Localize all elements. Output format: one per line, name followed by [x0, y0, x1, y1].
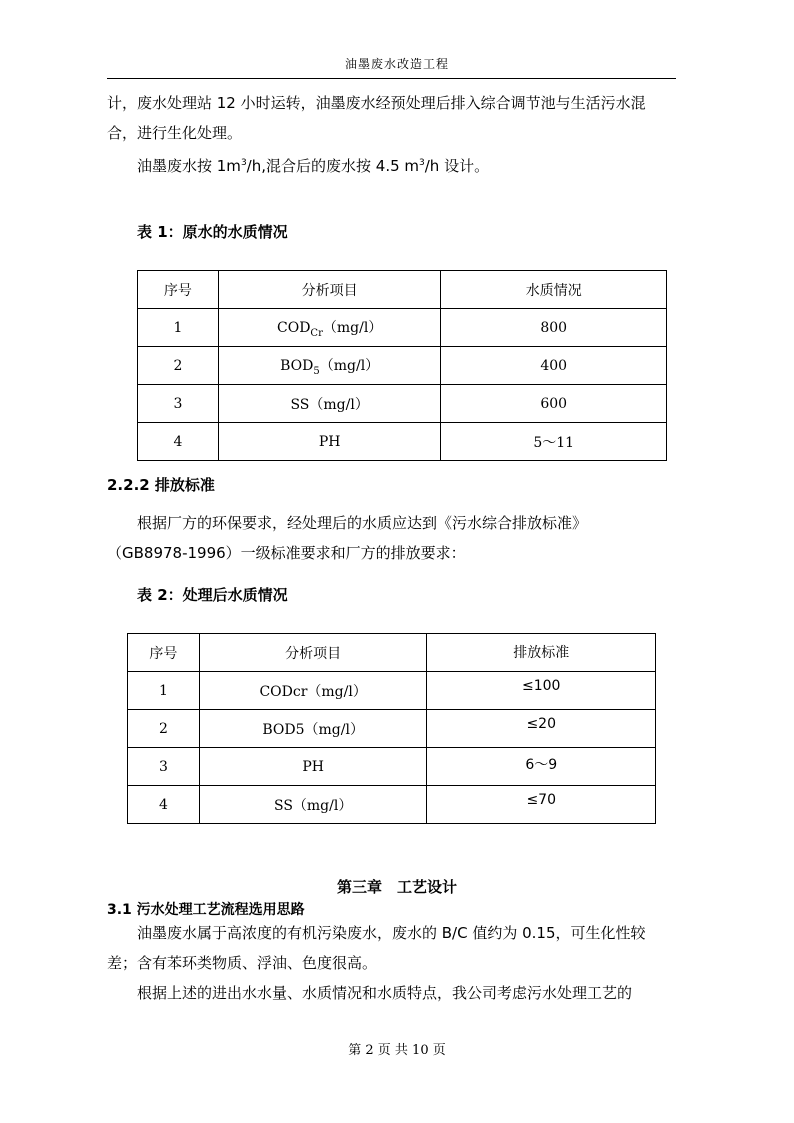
table-row: [128, 710, 656, 748]
table-row: [138, 385, 667, 423]
table1-cell-value: 5～11: [441, 423, 667, 461]
table1-cell-item: $BOD_5(mg/l)$: [218, 347, 441, 385]
table-row: [128, 786, 656, 824]
table-row: [138, 423, 667, 461]
page-footer: 第 2 页 共 10 页: [348, 1043, 446, 1058]
table2-cell-value: ≤100: [427, 672, 656, 710]
table1-cell-no: 2: [138, 347, 219, 385]
table2-caption: 表 2：处理后水质情况: [137, 586, 288, 604]
section-222-paragraph: [107, 508, 679, 568]
section-31-heading: 3.1 污水处理工艺流程选用思路: [107, 902, 305, 918]
table2-cell-value: ≤20: [427, 710, 656, 748]
section-31-line-1: 油墨废水属于高浓度的有机污染废水，废水的 B/C 值约为 0.15，可生化性较: [137, 924, 646, 942]
table1-cell-value: 400: [441, 347, 667, 385]
table1-caption: 表 1：原水的水质情况: [137, 223, 288, 241]
table1-header-no: 序号: [138, 271, 219, 309]
table2-cell-item: SS（mg/l）: [199, 786, 427, 824]
section-222-line-2: （GB8978-1996）一级标准要求和厂方的排放要求：: [107, 544, 466, 562]
table2-cell-value: ≤70: [427, 786, 656, 824]
section-31-line-2: 差；含有苯环类物质、浮油、色度很高。: [107, 954, 378, 972]
table2-header-item: 分析项目: [199, 634, 427, 672]
table2-cell-item: CODcr（mg/l）: [199, 672, 427, 710]
intro-line-1: 计，废水处理站 12 小时运转，油墨废水经预处理后排入综合调节池与生活污水混: [107, 94, 646, 112]
table2-header-row: [128, 634, 656, 672]
section-31-line-3: 根据上述的进出水水量、水质情况和水质特点，我公司考虑污水处理工艺的: [137, 984, 633, 1002]
page-header-title: 油墨废水改造工程: [344, 57, 449, 71]
table1-header-value: 水质情况: [441, 271, 667, 309]
table1-cell-item: SS（mg/l）: [218, 385, 441, 423]
table2-cell-no: 2: [128, 710, 200, 748]
table1-cell-value: 600: [441, 385, 667, 423]
table2-cell-item: BOD5（mg/l）: [199, 710, 427, 748]
table1-cell-value: 800: [441, 309, 667, 347]
table1-cell-no: 1: [138, 309, 219, 347]
intro-line-2: 合，进行生化处理。: [107, 124, 243, 142]
table2-treated-water-quality: [127, 633, 656, 824]
table2-header-no: 序号: [128, 634, 200, 672]
table-row: [128, 672, 656, 710]
table2-header-value: 排放标准: [427, 634, 656, 672]
table1-cell-no: 3: [138, 385, 219, 423]
intro-line-3: 油墨废水按 $1m^3/h$,混合后的废水按 4.5 $m^3/h$ 设计。: [137, 157, 490, 175]
table2-cell-value: 6～9: [427, 748, 656, 786]
table2-cell-no: 1: [128, 672, 200, 710]
table1-cell-item: $COD_{Cr}(mg/l)$: [218, 309, 441, 347]
table2-cell-item: PH: [199, 748, 427, 786]
header-divider: [107, 78, 676, 79]
table1-header-item: 分析项目: [218, 271, 441, 309]
table-row: [138, 347, 667, 385]
table2-cell-no: 4: [128, 786, 200, 824]
table1-cell-item: PH: [218, 423, 441, 461]
section-222-line-1: 根据厂方的环保要求，经处理后的水质应达到《污水综合排放标准》: [137, 514, 588, 532]
section-222-heading: 2.2.2 排放标准: [107, 476, 215, 494]
table2-cell-no: 3: [128, 748, 200, 786]
table1-raw-water-quality: [137, 270, 667, 461]
table1-header-row: [138, 271, 667, 309]
section-31-paragraph: [107, 918, 679, 1008]
intro-paragraph: [107, 88, 679, 181]
table-row: [128, 748, 656, 786]
table-row: [138, 309, 667, 347]
table1-cell-no: 4: [138, 423, 219, 461]
chapter-title: 第三章 工艺设计: [336, 878, 457, 896]
